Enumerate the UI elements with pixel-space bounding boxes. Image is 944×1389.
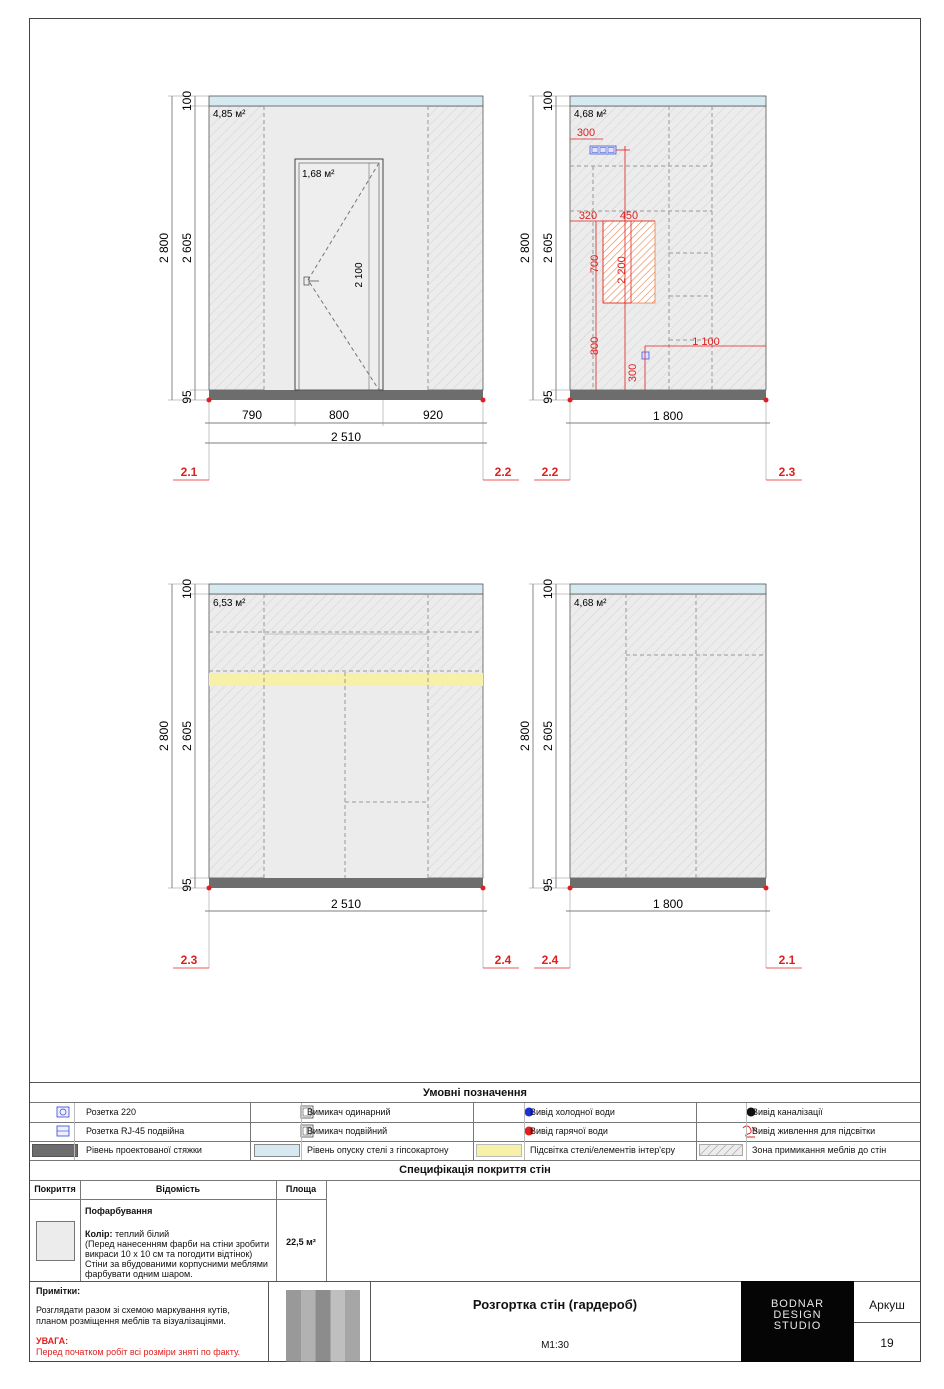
wall-area-label: 4,85 м² xyxy=(213,109,246,120)
corner-marker-left: 2.4 xyxy=(541,953,559,967)
spec-title: Специфікація покриття стін xyxy=(399,1164,551,1176)
lighting-power-zone xyxy=(603,221,655,303)
notes-title: Примітки: xyxy=(36,1286,81,1296)
wall-area-label: 4,68 м² xyxy=(574,598,607,609)
dim-total-height: 2 800 xyxy=(518,232,532,264)
wall-area-label: 4,68 м² xyxy=(574,109,607,120)
dim-ceiling-drop: 100 xyxy=(541,90,555,112)
spec-item-area: 22,5 м² xyxy=(286,1237,316,1247)
ceiling-drop-swatch xyxy=(254,1143,300,1157)
dim-total-width: 1 800 xyxy=(652,409,684,423)
socket-group-icon xyxy=(590,146,616,154)
warning-title: УВАГА: xyxy=(36,1336,69,1346)
notes-line: планом розміщення меблів та візуалізаціями. xyxy=(36,1316,226,1326)
red-dim: 320 xyxy=(578,210,598,222)
color-label: Колір: xyxy=(85,1229,113,1239)
dim-total-width: 2 510 xyxy=(330,430,362,444)
studio-logo-line: STUDIO xyxy=(773,1320,822,1332)
legend-label: Рівень проектованої стяжки xyxy=(86,1145,202,1155)
red-dim: 300 xyxy=(627,363,639,383)
lighting-strip xyxy=(209,673,483,686)
dim-ceiling-drop: 100 xyxy=(180,90,194,112)
dim-width-segment: 800 xyxy=(328,408,350,422)
qr-code-image xyxy=(286,1290,360,1362)
dim-total-width: 1 800 xyxy=(652,897,684,911)
socket-single-icon xyxy=(642,352,649,359)
corner-marker-left: 2.3 xyxy=(180,953,198,967)
spec-note-line: фарбувати одним шаром. xyxy=(85,1269,193,1279)
dim-clear-height: 2 605 xyxy=(180,720,194,752)
legend-label: Вивід живлення для підсвітки xyxy=(752,1126,876,1136)
notes-line: Розглядати разом зі схемою маркування кутів, xyxy=(36,1305,230,1315)
socket-rj45-double-icon xyxy=(42,1124,84,1138)
elevation-2.3-2.4 xyxy=(157,579,519,968)
red-dim: 700 xyxy=(589,254,601,274)
elevation-2.1-2.2 xyxy=(157,91,519,480)
warning-text: Перед початком робіт всі розміри зняті по факту. xyxy=(36,1347,241,1357)
legend-label: Розетка RJ-45 подвійна xyxy=(86,1126,185,1136)
legend-label: Вивід холодної води xyxy=(530,1107,615,1117)
color-value: теплий білий xyxy=(112,1229,170,1239)
screed-band xyxy=(209,390,483,400)
legend-label: Вимикач одинарний xyxy=(307,1107,391,1117)
legend-label: Вимикач подвійний xyxy=(307,1126,388,1136)
dim-screed: 95 xyxy=(180,390,194,404)
legend-row xyxy=(30,1141,920,1161)
dim-ceiling-drop: 100 xyxy=(180,578,194,600)
sheet-label: Аркуш xyxy=(869,1298,905,1312)
dim-width-segment: 790 xyxy=(241,408,263,422)
socket-220-icon xyxy=(42,1105,84,1119)
corner-marker-right: 2.1 xyxy=(778,953,796,967)
dim-ceiling-drop: 100 xyxy=(541,578,555,600)
legend-label: Зона примикання меблів до стін xyxy=(752,1145,887,1155)
spec-item-title: Пофарбування xyxy=(85,1206,153,1216)
lighting-swatch xyxy=(476,1143,522,1157)
dim-total-height: 2 800 xyxy=(157,720,171,752)
studio-logo-line: BODNAR xyxy=(770,1298,825,1310)
corner-marker-right: 2.2 xyxy=(494,465,512,479)
corner-marker-left: 2.1 xyxy=(180,465,198,479)
elevation-2.2-2.3 xyxy=(518,91,802,480)
dim-screed: 95 xyxy=(541,390,555,404)
screed-level-swatch xyxy=(32,1143,78,1157)
legend-label: Вивід каналізації xyxy=(752,1107,823,1117)
door xyxy=(295,159,383,390)
dim-clear-height: 2 605 xyxy=(541,232,555,264)
corner-marker-right: 2.3 xyxy=(778,465,796,479)
paint-color-swatch xyxy=(36,1221,75,1261)
legend-label: Рівень опуску стелі з гіпсокартону xyxy=(307,1145,449,1155)
red-dim: 2 200 xyxy=(616,256,628,284)
legend-label: Розетка 220 xyxy=(86,1107,137,1117)
spec-header-area: Площа xyxy=(285,1184,317,1194)
wall-area-label: 6,53 м² xyxy=(213,598,246,609)
dim-total-width: 2 510 xyxy=(330,897,362,911)
legend-row xyxy=(30,1103,920,1123)
spec-note-line: Стіни за вбудованими корпусними меблями xyxy=(85,1259,268,1269)
red-dim: 1 100 xyxy=(692,336,720,348)
legend-title: Умовні позначення xyxy=(423,1087,527,1099)
dim-screed: 95 xyxy=(541,878,555,892)
spec-note-line: викраси 10 х 10 см та погодити відтінок) xyxy=(85,1249,253,1259)
red-dim: 800 xyxy=(589,336,601,356)
spec-header-description: Відомість xyxy=(155,1184,201,1194)
spec-item-details xyxy=(85,1229,273,1279)
door-area: 1,68 м² xyxy=(302,169,335,180)
legend-label: Підсвітка стелі/елементів інтер'єру xyxy=(530,1145,675,1155)
red-dim: 450 xyxy=(619,210,639,222)
dim-width-segment: 920 xyxy=(422,408,444,422)
corner-marker-left: 2.2 xyxy=(541,465,559,479)
studio-logo xyxy=(741,1281,854,1362)
legend-row xyxy=(30,1122,920,1142)
corner-marker-right: 2.4 xyxy=(494,953,512,967)
ceiling-drop-band xyxy=(209,96,483,106)
elevation-2.4-2.1 xyxy=(518,579,802,968)
spec-header-covering: Покриття xyxy=(34,1184,76,1194)
scale-label: М1:30 xyxy=(541,1340,569,1351)
studio-logo-line: DESIGN xyxy=(773,1309,822,1321)
red-dim: 300 xyxy=(576,127,596,139)
dim-clear-height: 2 605 xyxy=(180,232,194,264)
dim-total-height: 2 800 xyxy=(518,720,532,752)
door-height-dim: 2 100 xyxy=(354,262,365,288)
dim-total-height: 2 800 xyxy=(157,232,171,264)
legend-label: Вивід гарячої води xyxy=(530,1126,608,1136)
dim-screed: 95 xyxy=(180,878,194,892)
dim-clear-height: 2 605 xyxy=(541,720,555,752)
sheet-number: 19 xyxy=(880,1336,894,1350)
furniture-zone-swatch xyxy=(698,1143,744,1157)
spec-note-line: (Перед нанесенням фарби на стіни зробити xyxy=(85,1239,270,1249)
sheet-title: Розгортка стін (гардероб) xyxy=(472,1297,638,1312)
